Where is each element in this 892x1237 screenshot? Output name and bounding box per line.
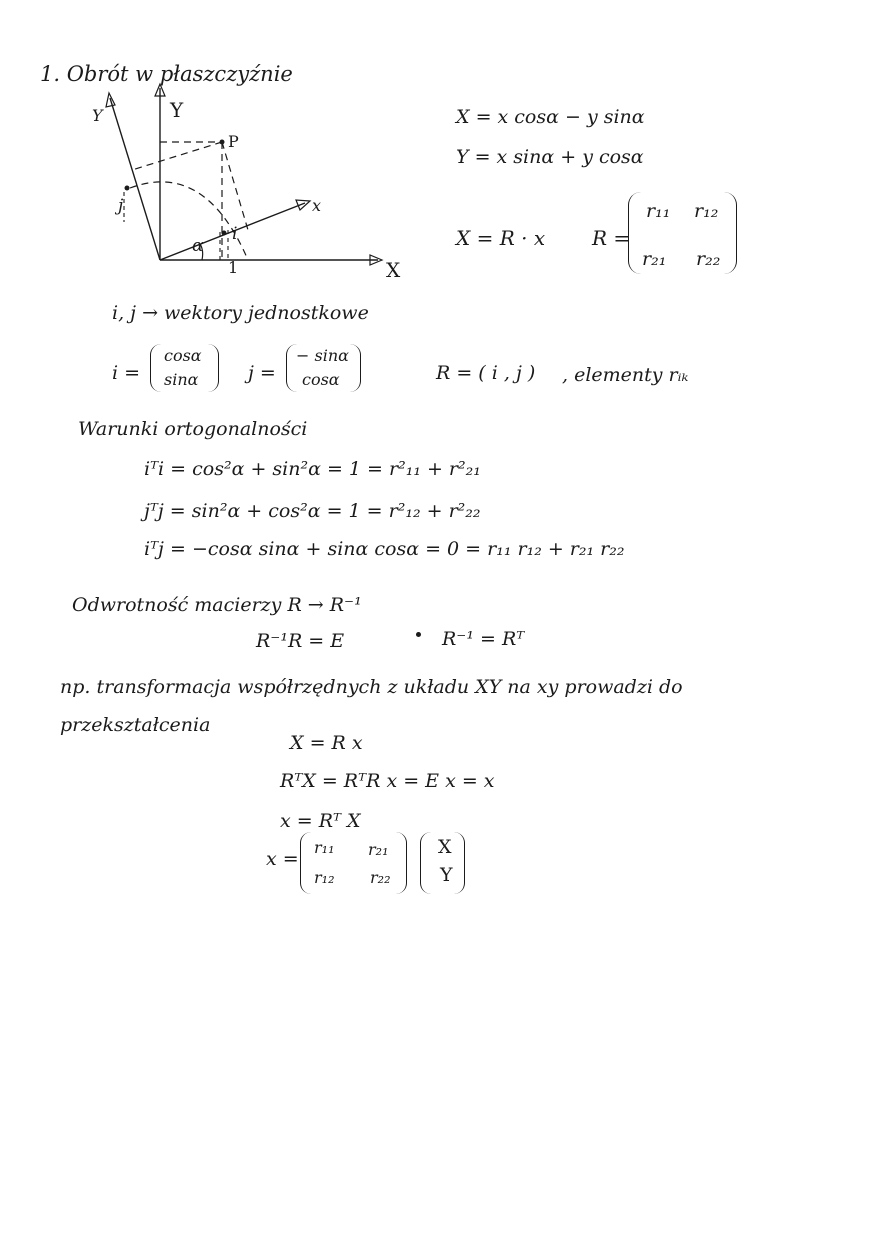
j-vector-right-paren bbox=[350, 344, 361, 392]
R-matrix-right-paren bbox=[724, 192, 737, 274]
transformation-line-1: np. transformacja współrzędnych z układu XY na xy prowadzi do bbox=[60, 676, 683, 698]
label-y-rotated: Y bbox=[92, 106, 103, 125]
R-r11: r₁₁ bbox=[646, 200, 671, 222]
label-x-rotated: x bbox=[312, 196, 322, 215]
rotation-eq-X: X = x cosα − y sinα bbox=[456, 106, 645, 128]
label-i: i bbox=[232, 224, 238, 244]
label-X-fixed: X bbox=[386, 258, 401, 282]
R-columns-eq: R = ( i , j ) bbox=[436, 362, 536, 384]
rotation-eq-matrix: X = R · x bbox=[456, 226, 546, 250]
RT-matrix-right-paren bbox=[396, 832, 407, 894]
R-matrix-left-paren bbox=[628, 192, 641, 274]
inverse-eq-2: R⁻¹ = Rᵀ bbox=[442, 628, 525, 650]
projection-P-on-x bbox=[222, 142, 248, 230]
unit-point-j bbox=[125, 186, 130, 191]
orthogonality-condition-3: iᵀj = −cosα sinα + sinα cosα = 0 = r₁₁ r₁₂ + r₂₁ r₂₂ bbox=[144, 538, 625, 560]
orthogonality-condition-1: iᵀi = cos²α + sin²α = 1 = r²₁₁ + r²₂₁ bbox=[144, 458, 481, 480]
label-alpha: α bbox=[192, 236, 204, 256]
XY-vector-right-paren bbox=[454, 832, 465, 894]
XY-vector-left-paren bbox=[420, 832, 431, 894]
RT-m12: r₂₁ bbox=[368, 840, 389, 859]
projection-P-on-y bbox=[132, 142, 222, 170]
RT-matrix-left-paren bbox=[300, 832, 311, 894]
orthogonality-heading: Warunki ortogonalności bbox=[78, 418, 308, 440]
x-matrix-label: x = bbox=[266, 848, 299, 870]
point-P bbox=[220, 140, 225, 145]
i-vector-left-paren bbox=[150, 344, 161, 392]
orthogonality-condition-2: jᵀj = sin²α + cos²α = 1 = r²₁₂ + r²₂₂ bbox=[144, 500, 481, 522]
j-vector-top: − sinα bbox=[296, 346, 349, 365]
R-matrix-label: R = bbox=[592, 226, 631, 250]
i-vector-top: cosα bbox=[164, 346, 202, 365]
label-Y-fixed: Y bbox=[170, 98, 184, 122]
R-r21: r₂₁ bbox=[642, 248, 667, 270]
R-r22: r₂₂ bbox=[696, 248, 721, 270]
i-vector-bottom: sinα bbox=[164, 370, 199, 389]
XY-vector-Y: Y bbox=[440, 864, 453, 886]
inverse-eq-1: R⁻¹R = E bbox=[256, 630, 345, 652]
label-P: P bbox=[228, 132, 239, 151]
ink-dot bbox=[416, 632, 421, 637]
RT-m21: r₁₂ bbox=[314, 868, 335, 887]
RT-m11: r₁₁ bbox=[314, 838, 335, 857]
label-one: 1 bbox=[228, 258, 239, 277]
j-vector-bottom: cosα bbox=[302, 370, 340, 389]
section-title: 1. Obrót w płaszczyźnie bbox=[40, 62, 293, 86]
rotation-eq-Y: Y = x sinα + y cosα bbox=[456, 146, 644, 168]
i-vector-label: i = bbox=[112, 362, 141, 384]
i-vector-right-paren bbox=[208, 344, 219, 392]
inverse-heading: Odwrotność macierzy R → R⁻¹ bbox=[72, 594, 362, 616]
RT-m22: r₂₂ bbox=[370, 868, 391, 887]
transformation-eq-2: RᵀX = RᵀR x = E x = x bbox=[280, 770, 495, 792]
transformation-eq-3: x = Rᵀ X bbox=[280, 810, 361, 832]
R-r12: r₁₂ bbox=[694, 200, 719, 222]
j-vector-label: j = bbox=[248, 362, 276, 384]
XY-vector-X: X bbox=[438, 836, 452, 858]
transformation-line-2: przekształcenia bbox=[60, 714, 211, 736]
axis-y-rotated bbox=[110, 98, 160, 260]
transformation-eq-1: X = R x bbox=[290, 732, 363, 754]
axis-x-arrowhead bbox=[296, 200, 310, 210]
unit-vectors-line: i, j → wektory jednostkowe bbox=[112, 302, 369, 324]
unit-point-i bbox=[222, 231, 227, 236]
rotation-diagram bbox=[90, 80, 420, 290]
elements-label: , elementy rᵢₖ bbox=[562, 364, 689, 386]
label-j: j bbox=[118, 196, 124, 216]
